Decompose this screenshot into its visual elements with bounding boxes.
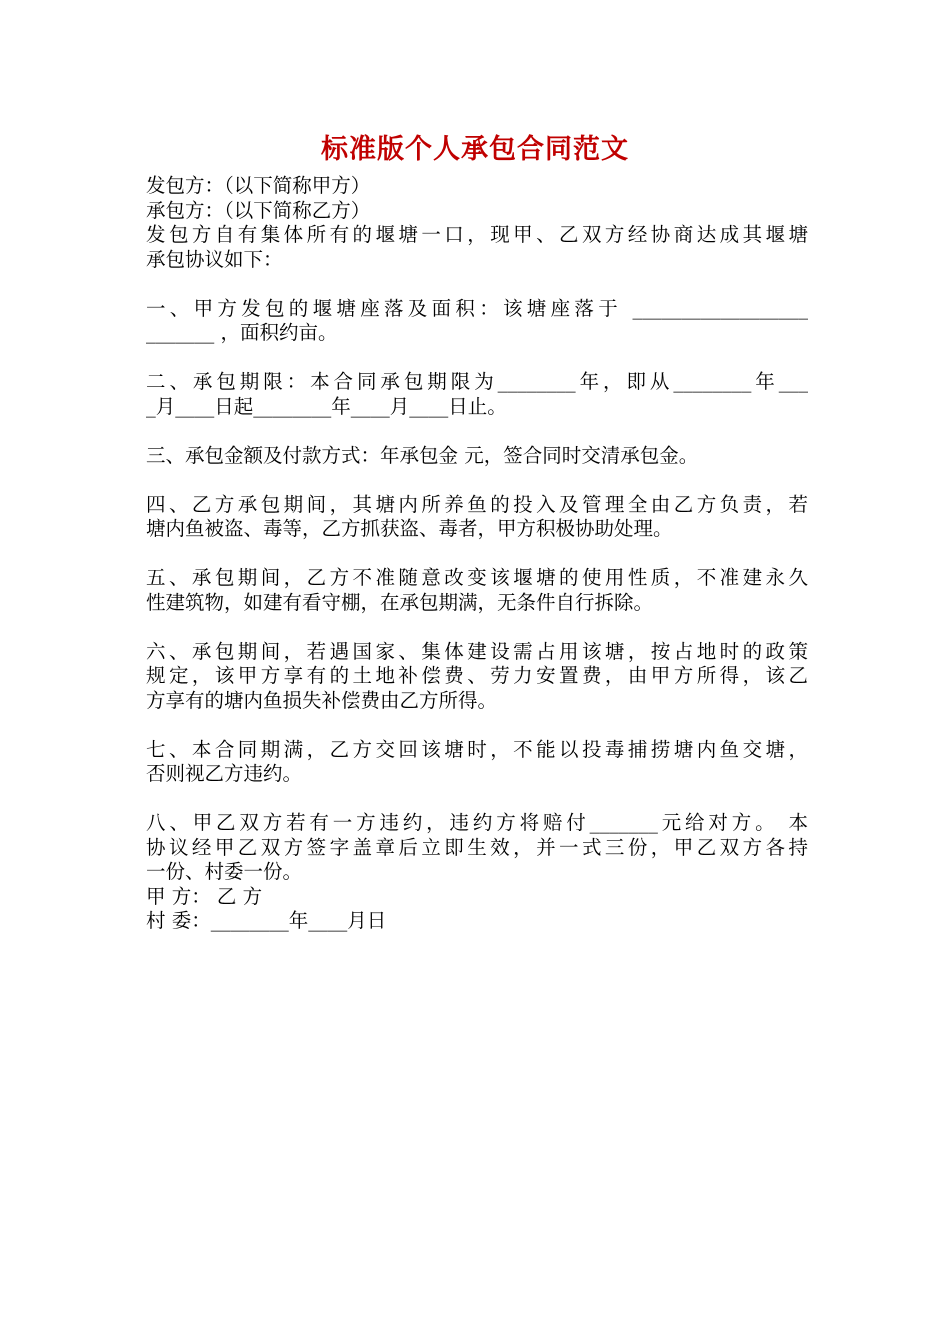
clause-4-line-2: 塘内鱼被盗、毒等，乙方抓获盗、毒者，甲方积极协助处理。 [146, 517, 673, 540]
clause-6-line-3: 方享有的塘内鱼损失补偿费由乙方所得。 [146, 688, 498, 712]
party-a-line: 发包方：（以下简称甲方） [146, 174, 371, 197]
document-body [146, 174, 808, 934]
party-b-line: 承包方：（以下简称乙方） [146, 198, 371, 222]
clause-3-line-1: 三、承包金额及付款方式：年承包金 元，签合同时交清承包金。 [146, 443, 699, 467]
clause-4-line-1: 四、乙方承包期间，其塘内所养鱼的投入及管理全由乙方负责，若 [146, 492, 808, 516]
clause-5-line-1: 五、承包期间，乙方不准随意改变该堰塘的使用性质，不准建永久 [146, 566, 808, 589]
clause-8-line-1: 八、甲乙双方若有一方违约，违约方将赔付_______元给对方。 本 [146, 811, 808, 834]
clause-2-line-1: 二、承包期限：本合同承包期限为________年，即从________年___ [146, 370, 808, 393]
clause-6-line-2: 规定，该甲方享有的土地补偿费、劳力安置费，由甲方所得，该乙 [146, 664, 808, 687]
paragraph-spacer [146, 713, 808, 738]
paragraph-spacer [146, 272, 808, 297]
clause-7-line-2: 否则视乙方违约。 [146, 762, 303, 785]
signature-village-line: 村 委：________年____月日 [146, 909, 387, 932]
clause-8-line-2: 协议经甲乙双方签字盖章后立即生效，并一式三份，甲乙双方各持 [146, 835, 808, 859]
paragraph-spacer [146, 542, 808, 567]
clause-1-line-1: 一、甲方发包的堰塘座落及面积：该塘座落于 __________________ [146, 296, 808, 320]
signature-parties-line: 甲 方： 乙 方 [146, 884, 263, 908]
clause-2-line-2: _月____日起________年____月____日止。 [146, 394, 507, 418]
clause-1-line-2: _______ ，面积约亩。 [146, 321, 338, 344]
intro-line-2: 承包协议如下： [146, 247, 283, 271]
clause-7-line-1: 七、本合同期满，乙方交回该塘时，不能以投毒捕捞塘内鱼交塘， [146, 737, 808, 761]
intro-line-1: 发包方自有集体所有的堰塘一口，现甲、乙双方经协商达成其堰塘 [146, 223, 808, 246]
paragraph-spacer [146, 419, 808, 444]
paragraph-spacer [146, 346, 808, 371]
document-title: 标准版个人承包合同范文 [321, 134, 629, 165]
paragraph-spacer [146, 615, 808, 640]
clause-8-line-3: 一份、村委一份。 [146, 860, 303, 883]
paragraph-spacer [146, 468, 808, 493]
clause-6-line-1: 六、承包期间，若遇国家、集体建设需占用该塘，按占地时的政策 [146, 639, 808, 663]
clause-5-line-2: 性建筑物，如建有看守棚，在承包期满，无条件自行拆除。 [146, 590, 654, 614]
paragraph-spacer [146, 787, 808, 812]
